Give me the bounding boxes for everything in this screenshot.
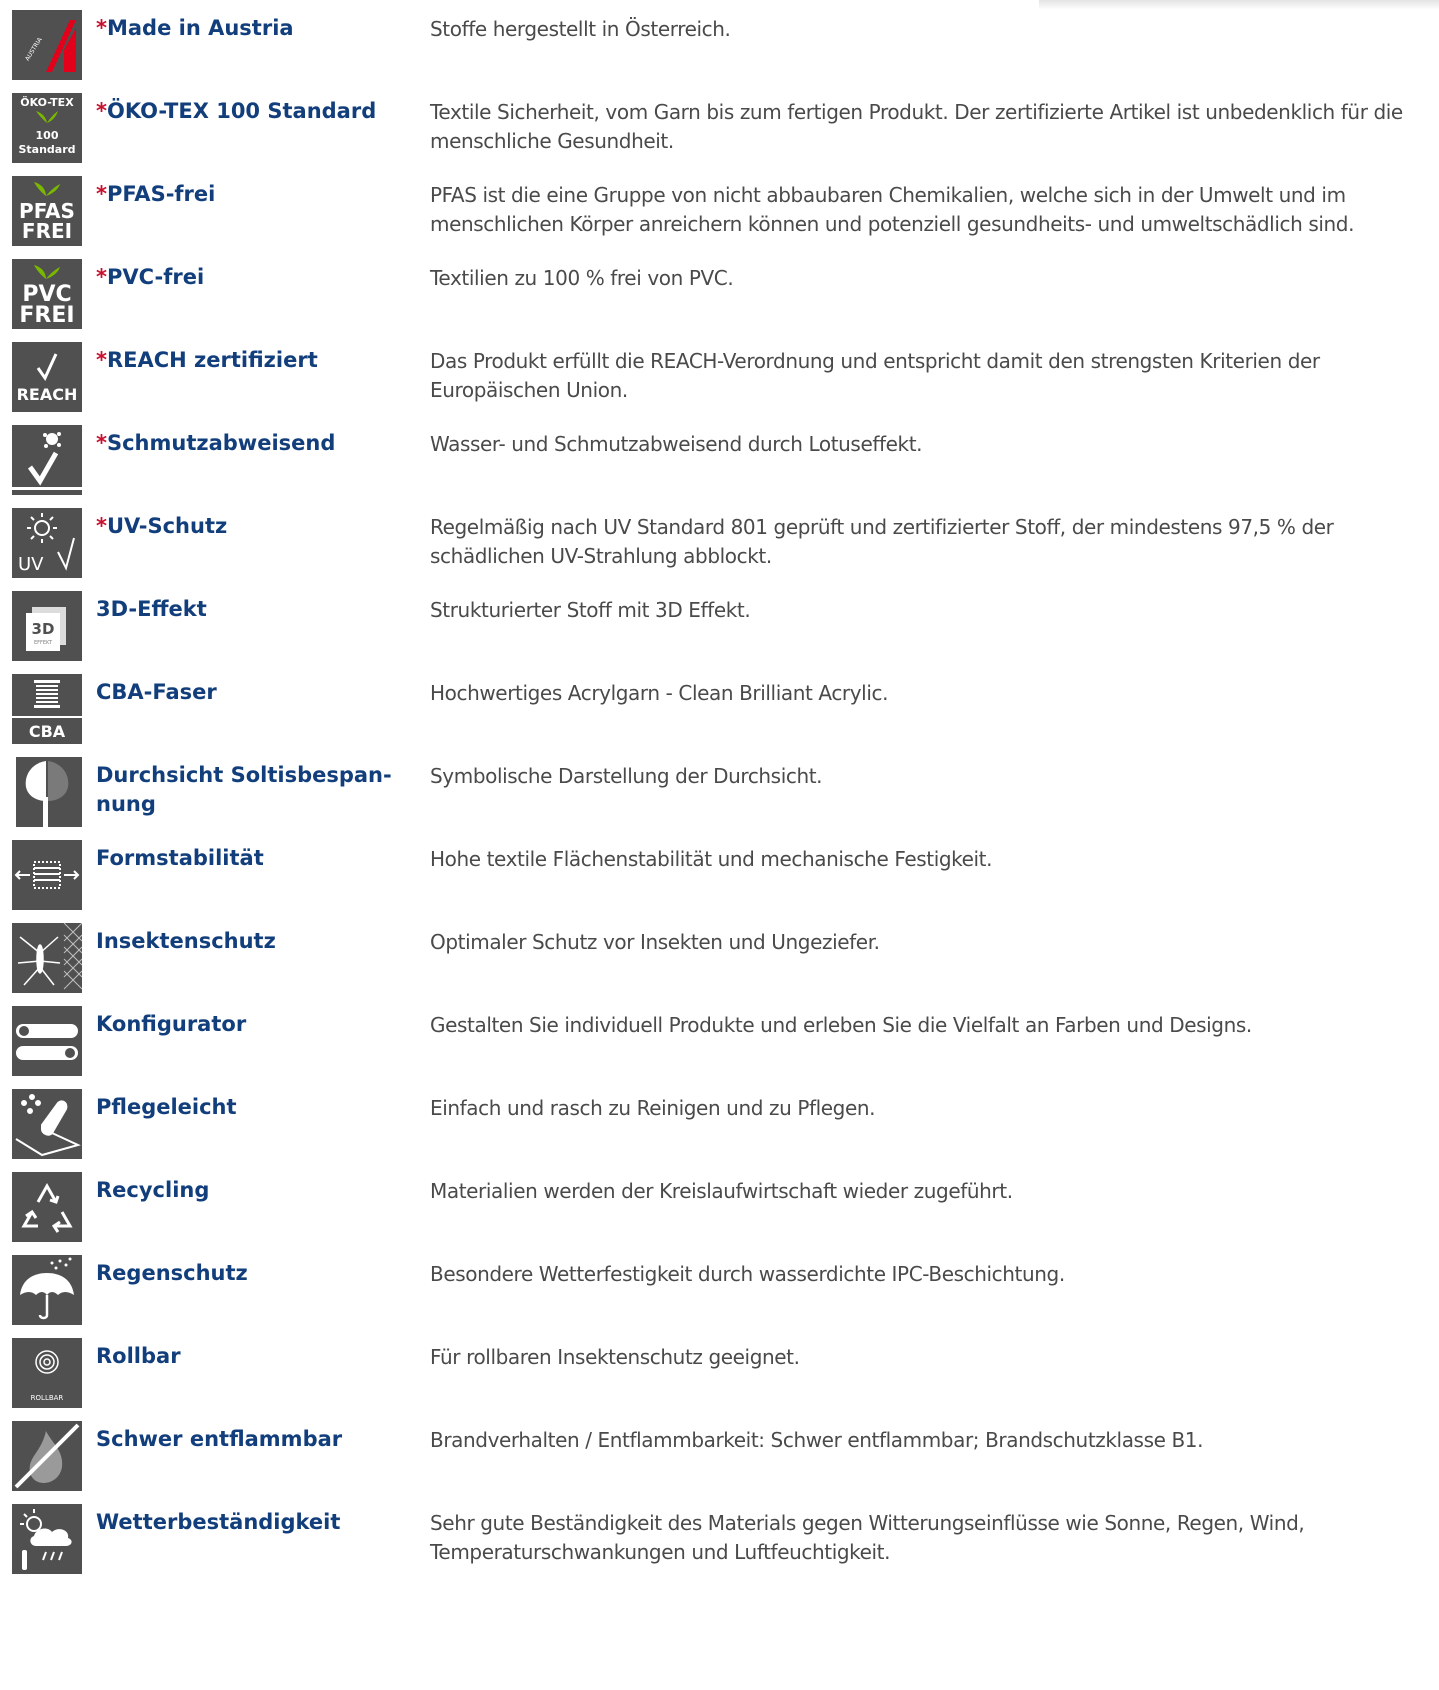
3d-effect-icon bbox=[12, 591, 82, 661]
feature-description: Materialien werden der Kreislaufwirtschaft wieder zugeführt. bbox=[430, 1179, 1013, 1203]
feature-row-dimensional-stability bbox=[0, 830, 1439, 910]
feature-title: *REACH zertifiziert bbox=[96, 348, 318, 372]
feature-row-pfas-free bbox=[0, 166, 1439, 246]
feature-description: Brandverhalten / Entflammbarkeit: Schwer entflammbar; Brandschutzklasse B1. bbox=[430, 1428, 1204, 1452]
svg-text:REACH: REACH bbox=[16, 385, 78, 404]
rollable-icon bbox=[12, 1338, 82, 1408]
pfas-free-icon bbox=[12, 176, 82, 246]
svg-text:Standard: Standard bbox=[18, 143, 76, 156]
svg-text:ÖKO-TEX: ÖKO-TEX bbox=[20, 96, 74, 109]
feature-title: Insektenschutz bbox=[96, 929, 276, 953]
dirt-repellent-icon bbox=[12, 425, 82, 495]
umbrella-rain-icon bbox=[12, 1255, 82, 1325]
feature-row-weather-resistance bbox=[0, 1494, 1439, 1574]
feature-title: *ÖKO-TEX 100 Standard bbox=[96, 99, 377, 123]
feature-row-recycling bbox=[0, 1162, 1439, 1242]
tree-see-through-icon bbox=[12, 757, 82, 827]
certified-star: * bbox=[96, 99, 107, 123]
feature-title: Konfigurator bbox=[96, 1012, 247, 1036]
feature-title: Schwer entflammbar bbox=[96, 1427, 343, 1451]
uv-protection-icon bbox=[12, 508, 82, 578]
cba-fiber-icon bbox=[12, 674, 82, 744]
feature-description: Besondere Wetterfestigkeit durch wasserdichte IPC-Beschichtung. bbox=[430, 1262, 1065, 1286]
feature-title: Durchsicht Soltisbespan-nung bbox=[96, 763, 392, 816]
certified-star: * bbox=[96, 265, 107, 289]
feature-title: Wetterbeständigkeit bbox=[96, 1510, 341, 1534]
feature-row-easy-care bbox=[0, 1079, 1439, 1159]
feature-description: Regelmäßig nach UV Standard 801 geprüft und zertifizierter Stoff, der mindestens 97,5 % der schädlichen UV-Strahlung abblockt. bbox=[430, 515, 1334, 568]
feature-row-dirt-repellent bbox=[0, 415, 1439, 495]
feature-title: Recycling bbox=[96, 1178, 210, 1202]
recycling-icon bbox=[12, 1172, 82, 1242]
dimensional-stability-icon bbox=[12, 840, 82, 910]
svg-text:PFAS: PFAS bbox=[19, 199, 75, 223]
pvc-free-icon bbox=[12, 259, 82, 329]
feature-row-3d-effect bbox=[0, 581, 1439, 661]
feature-row-oeko-tex bbox=[0, 83, 1439, 163]
feature-row-flame-retardant bbox=[0, 1411, 1439, 1491]
feature-description: Symbolische Darstellung der Durchsicht. bbox=[430, 764, 823, 788]
austria-flag-icon bbox=[12, 10, 82, 80]
feature-description: Optimaler Schutz vor Insekten und Ungeziefer. bbox=[430, 930, 880, 954]
configurator-toggle-icon bbox=[12, 1006, 82, 1076]
feature-row-configurator bbox=[0, 996, 1439, 1076]
certified-star: * bbox=[96, 348, 107, 372]
svg-text:CBA: CBA bbox=[28, 722, 66, 741]
certified-star: * bbox=[96, 431, 107, 455]
oeko-tex-icon bbox=[12, 93, 82, 163]
svg-text:3D: 3D bbox=[31, 620, 55, 638]
feature-description: Sehr gute Beständigkeit des Materials gegen Witterungseinflüsse wie Sonne, Regen, Wind, Temperaturschwankungen und Luftfeuchtigkeit. bbox=[430, 1511, 1305, 1564]
feature-title: *UV-Schutz bbox=[96, 514, 228, 538]
feature-description: Strukturierter Stoff mit 3D Effekt. bbox=[430, 598, 751, 622]
feature-description: Textilien zu 100 % frei von PVC. bbox=[430, 266, 734, 290]
feature-description: Stoffe hergestellt in Österreich. bbox=[430, 17, 731, 41]
feature-row-pvc-free bbox=[0, 249, 1439, 329]
feature-description: Hohe textile Flächenstabilität und mechanische Festigkeit. bbox=[430, 847, 993, 871]
feature-title: Regenschutz bbox=[96, 1261, 248, 1285]
feature-row-rollable bbox=[0, 1328, 1439, 1408]
svg-text:PVC: PVC bbox=[22, 282, 72, 307]
certified-star: * bbox=[96, 16, 107, 40]
feature-title: Pflegeleicht bbox=[96, 1095, 237, 1119]
feature-description: Einfach und rasch zu Reinigen und zu Pflegen. bbox=[430, 1096, 876, 1120]
feature-description: PFAS ist die eine Gruppe von nicht abbaubaren Chemikalien, welche sich in der Umwelt und im menschlichen Körper anreichern können und potenziell gesundheits- und umweltschädlich sind. bbox=[430, 183, 1355, 236]
feature-title: *PVC-frei bbox=[96, 265, 205, 289]
flame-retardant-icon bbox=[12, 1421, 82, 1491]
svg-text:FREI: FREI bbox=[19, 303, 75, 328]
feature-row-cba-fiber bbox=[0, 664, 1439, 744]
feature-row-made-in-austria bbox=[0, 0, 1439, 80]
certified-star: * bbox=[96, 182, 107, 206]
feature-row-see-through bbox=[0, 747, 1439, 827]
feature-title: Rollbar bbox=[96, 1344, 181, 1368]
certified-star: * bbox=[96, 514, 107, 538]
feature-row-reach bbox=[0, 332, 1439, 412]
insect-screen-icon bbox=[12, 923, 82, 993]
easy-care-hand-icon bbox=[12, 1089, 82, 1159]
feature-description: Gestalten Sie individuell Produkte und erleben Sie die Vielfalt an Farben und Designs. bbox=[430, 1013, 1252, 1037]
feature-description: Das Produkt erfüllt die REACH-Verordnung und entspricht damit den strengsten Kriterien der Europäischen Union. bbox=[430, 349, 1320, 402]
svg-text:100: 100 bbox=[35, 129, 59, 142]
feature-row-rain-protection bbox=[0, 1245, 1439, 1325]
reach-check-icon bbox=[12, 342, 82, 412]
feature-description: Textile Sicherheit, vom Garn bis zum fertigen Produkt. Der zertifizierte Artikel ist unbedenklich für die menschliche Gesundheit. bbox=[430, 100, 1403, 153]
austria-icon-label: AUSTRIA bbox=[23, 36, 44, 63]
feature-title: *PFAS-frei bbox=[96, 182, 216, 206]
feature-title: Formstabilität bbox=[96, 846, 264, 870]
feature-title: CBA-Faser bbox=[96, 680, 217, 704]
svg-text:UV: UV bbox=[18, 554, 44, 575]
feature-description: Wasser- und Schmutzabweisend durch Lotuseffekt. bbox=[430, 432, 923, 456]
feature-description: Für rollbaren Insektenschutz geeignet. bbox=[430, 1345, 800, 1369]
svg-text:EFFEKT: EFFEKT bbox=[33, 640, 53, 646]
feature-row-uv-protection bbox=[0, 498, 1439, 578]
feature-title: *Made in Austria bbox=[96, 16, 294, 40]
svg-text:FREI: FREI bbox=[21, 219, 73, 243]
feature-title: *Schmutzabweisend bbox=[96, 431, 336, 455]
svg-text:ROLLBAR: ROLLBAR bbox=[30, 1394, 64, 1402]
weather-resistance-icon bbox=[12, 1504, 82, 1574]
feature-row-insect-protection bbox=[0, 913, 1439, 993]
feature-description: Hochwertiges Acrylgarn - Clean Brilliant Acrylic. bbox=[430, 681, 889, 705]
feature-title: 3D-Effekt bbox=[96, 597, 207, 621]
